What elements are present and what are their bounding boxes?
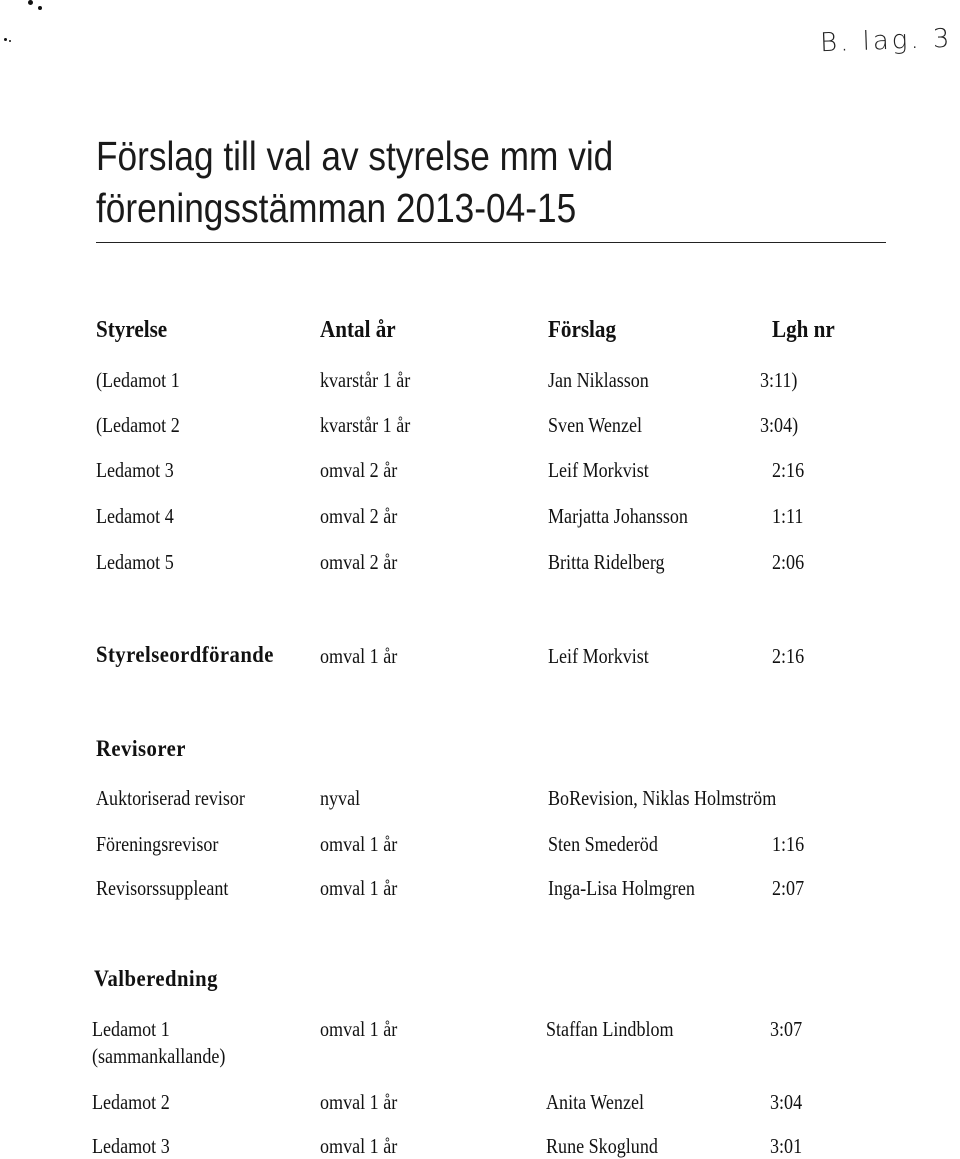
name-cell: Jan Niklasson	[548, 368, 649, 392]
role-cell: Ledamot 5	[96, 550, 174, 574]
scan-speck	[28, 0, 33, 5]
term-cell: omval 1 år	[320, 832, 398, 856]
apartment-cell: 3:01	[770, 1134, 803, 1158]
apartment-cell: 3:04	[770, 1090, 803, 1114]
name-cell: Sten Smederöd	[548, 832, 658, 856]
term-cell: omval 2 år	[320, 458, 398, 482]
header-forslag: Förslag	[548, 317, 617, 343]
apartment-cell: 1:16	[772, 832, 805, 856]
term-cell: kvarstår 1 år	[320, 368, 411, 392]
valberedning-heading: Valberedning	[94, 966, 218, 991]
name-cell: Sven Wenzel	[548, 413, 643, 437]
scan-speck	[4, 38, 7, 41]
term-cell: omval 1 år	[320, 1090, 398, 1114]
apartment-cell: 3:11)	[760, 368, 798, 392]
apartment-cell: 2:07	[772, 876, 805, 900]
title-line-1: Förslag till val av styrelse mm vid	[96, 133, 614, 179]
role-note-cell: (sammankallande)	[92, 1044, 226, 1068]
header-antal-ar: Antal år	[320, 317, 396, 343]
scan-speck	[9, 40, 11, 42]
term-cell: omval 2 år	[320, 504, 398, 528]
handwritten-note: B. lag. 3	[819, 23, 953, 59]
name-cell: Rune Skoglund	[546, 1134, 658, 1158]
apartment-cell: 2:06	[772, 550, 805, 574]
role-cell: Revisorssuppleant	[96, 876, 229, 900]
role-cell: Ledamot 1	[92, 1017, 170, 1041]
ordforande-heading: Styrelseordförande	[96, 642, 274, 667]
header-styrelse: Styrelse	[96, 317, 168, 343]
name-cell: Britta Ridelberg	[548, 550, 665, 574]
role-cell: Ledamot 2	[92, 1090, 170, 1114]
term-cell: omval 1 år	[320, 644, 398, 668]
term-cell: omval 1 år	[320, 1134, 398, 1158]
role-cell: Föreningsrevisor	[96, 832, 219, 856]
apartment-cell: 2:16	[772, 644, 805, 668]
name-cell: Leif Morkvist	[548, 644, 649, 668]
apartment-cell: 2:16	[772, 458, 805, 482]
name-cell: Inga-Lisa Holmgren	[548, 876, 695, 900]
apartment-cell: 3:04)	[760, 413, 799, 437]
name-cell: Anita Wenzel	[546, 1090, 645, 1114]
apartment-cell: 1:11	[772, 504, 804, 528]
revisorer-heading: Revisorer	[96, 736, 186, 761]
term-cell: nyval	[320, 786, 361, 810]
title-divider	[96, 242, 886, 243]
name-cell: Leif Morkvist	[548, 458, 649, 482]
name-cell: BoRevision, Niklas Holmström	[548, 786, 777, 810]
scan-speck	[38, 6, 42, 10]
header-lgh-nr: Lgh nr	[772, 317, 835, 343]
name-cell: Marjatta Johansson	[548, 504, 688, 528]
page-title	[96, 130, 613, 234]
term-cell: omval 2 år	[320, 550, 398, 574]
role-cell: Ledamot 3	[96, 458, 174, 482]
role-cell: Ledamot 3	[92, 1134, 170, 1158]
term-cell: omval 1 år	[320, 1017, 398, 1041]
term-cell: omval 1 år	[320, 876, 398, 900]
apartment-cell: 3:07	[770, 1017, 803, 1041]
role-cell: (Ledamot 1	[96, 368, 180, 392]
role-cell: Auktoriserad revisor	[96, 786, 245, 810]
role-cell: (Ledamot 2	[96, 413, 180, 437]
title-line-2: föreningsstämman 2013-04-15	[96, 185, 577, 231]
name-cell: Staffan Lindblom	[546, 1017, 674, 1041]
role-cell: Ledamot 4	[96, 504, 174, 528]
term-cell: kvarstår 1 år	[320, 413, 411, 437]
